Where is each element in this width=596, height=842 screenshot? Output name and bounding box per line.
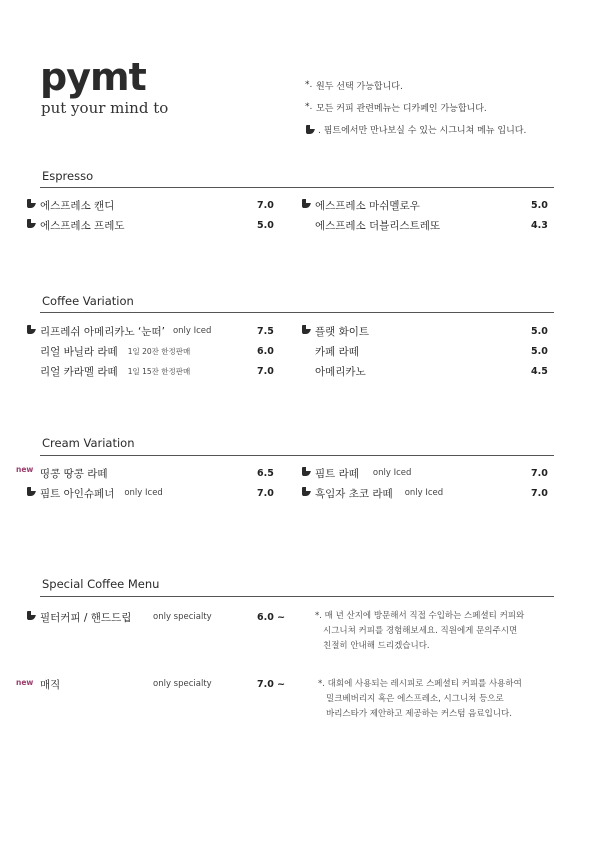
menu-item (315, 485, 443, 501)
item-price: 4.3 (531, 219, 548, 231)
item-price: 5.0 (531, 199, 548, 211)
item-description (318, 677, 522, 722)
menu-item (40, 465, 108, 481)
section-divider (40, 596, 554, 597)
item-name: 리얼 바닐라 라떼 (40, 345, 118, 358)
section-divider (40, 455, 554, 456)
note-signature (305, 118, 526, 140)
menu-item (315, 197, 420, 213)
item-price: 5.0 (531, 325, 548, 337)
note-decaf (305, 96, 526, 118)
signature-icon (26, 325, 35, 334)
section-title-espresso: Espresso (42, 169, 94, 183)
item-note: only Iced (172, 326, 212, 336)
menu-item (40, 323, 211, 339)
menu-item (40, 485, 163, 501)
item-name: 플랫 화이트 (315, 325, 370, 338)
item-note: only Iced (404, 488, 444, 498)
section-title-coffee-variation: Coffee Variation (42, 294, 134, 308)
item-name: 띵콩 땅콩 라떼 (40, 467, 108, 480)
menu-item (40, 363, 190, 379)
section-title-cream-variation: Cream Variation (42, 436, 135, 450)
brand-logo: pymt (40, 55, 146, 99)
menu-item (315, 465, 411, 481)
item-name: 리프레쉬 아메리카노 ‘눈떠’ (40, 325, 165, 338)
signature-icon (26, 219, 35, 228)
signature-icon (301, 325, 310, 334)
new-badge: new (16, 678, 34, 687)
item-note: only Iced (372, 468, 412, 478)
item-name: 흑임자 초코 라떼 (315, 487, 393, 500)
menu-item (315, 217, 440, 233)
note-mark: *. (305, 80, 313, 90)
brand-tagline: put your mind to (41, 99, 169, 117)
item-name: 매직 (40, 678, 61, 691)
item-price: 7.0 (531, 487, 548, 499)
item-price: 7.0 (257, 365, 274, 377)
menu-item (40, 343, 190, 359)
menu-item (40, 217, 124, 233)
section-divider (40, 312, 554, 313)
item-note-wrap (153, 676, 212, 692)
description-line: *. 매 년 산지에 방문해서 직접 수입하는 스페셜티 커피와 (315, 611, 525, 621)
menu-item (315, 343, 359, 359)
item-price: 7.0 (531, 467, 548, 479)
item-note: only Iced (124, 488, 163, 498)
signature-icon (301, 199, 310, 208)
item-name: 에스프레소 프레도 (40, 219, 125, 232)
signature-icon (301, 467, 310, 476)
item-name: 핌트 라떼 (315, 467, 359, 480)
note-bean-choice (305, 74, 526, 96)
item-price: 6.5 (257, 467, 274, 479)
new-badge: new (16, 465, 34, 474)
note-mark: *. (305, 102, 313, 112)
item-name: 에스프레소 마쉬멜로우 (315, 199, 420, 212)
menu-item (40, 197, 114, 213)
description-line: 밀크베버리지 혹은 에스프레소, 시그니쳐 등으로 (326, 694, 504, 704)
item-price: 4.5 (531, 365, 548, 377)
menu-item (40, 609, 131, 625)
section-divider (40, 187, 554, 188)
menu-item (315, 363, 366, 379)
signature-icon (26, 611, 35, 620)
item-note: only specialty (153, 679, 212, 689)
item-description (315, 609, 524, 654)
menu-item (40, 676, 60, 692)
signature-icon (305, 125, 314, 134)
item-name: 에스프레소 캔디 (40, 199, 115, 212)
section-title-special: Special Coffee Menu (42, 577, 160, 591)
item-price: 6.0 ~ (257, 611, 286, 623)
item-price: 7.0 (257, 487, 274, 499)
description-line: 친절히 안내해 드리겠습니다. (323, 641, 430, 651)
note-text: 원두 선택 가능합니다. (316, 81, 403, 92)
menu-item (315, 323, 369, 339)
item-note-wrap (153, 609, 212, 625)
item-note: 1일 20잔 한정판매 (127, 346, 191, 356)
item-note: only specialty (153, 612, 212, 622)
item-name: 카페 라떼 (315, 345, 359, 358)
description-line: *. 대회에 사용되는 레시피로 스페셜티 커피를 사용하여 (318, 679, 522, 689)
note-text: . 핌트에서만 만나보실 수 있는 시그니쳐 메뉴 입니다. (318, 125, 527, 136)
signature-icon (26, 487, 35, 496)
menu-notes (305, 74, 526, 140)
signature-icon (26, 199, 35, 208)
item-price: 7.0 (257, 199, 274, 211)
item-name: 필터커피 / 핸드드립 (40, 611, 132, 624)
note-text: 모든 커피 관련메뉴는 디카페인 가능합니다. (316, 103, 487, 114)
signature-icon (301, 487, 310, 496)
item-price: 7.5 (257, 325, 274, 337)
description-line: 시그니쳐 커피를 경험해보세요. 직원에게 문의주시면 (323, 626, 518, 636)
item-name: 핌트 아인슈페너 (40, 487, 115, 500)
description-line: 바리스타가 제안하고 제공하는 커스텀 음료입니다. (326, 709, 512, 719)
item-price: 5.0 (257, 219, 274, 231)
item-price: 5.0 (531, 345, 548, 357)
item-note: 1일 15잔 한정판매 (127, 366, 191, 376)
item-name: 아메리카노 (315, 365, 366, 378)
item-price: 6.0 (257, 345, 274, 357)
item-name: 에스프레소 더블리스트레또 (315, 219, 441, 232)
item-price: 7.0 ~ (257, 678, 286, 690)
item-name: 리얼 카라멜 라떼 (40, 365, 118, 378)
